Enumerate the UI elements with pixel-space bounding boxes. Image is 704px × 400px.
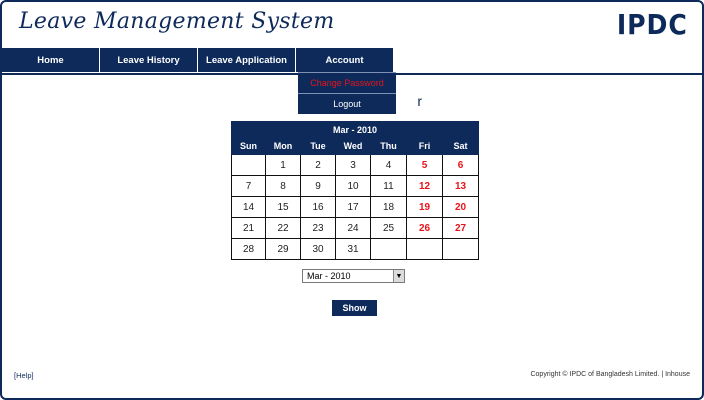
calendar-day-cell[interactable]: 9 [301, 176, 336, 197]
calendar-month-title: Mar - 2010 [232, 122, 479, 138]
calendar-day-cell[interactable]: 26 [407, 218, 443, 239]
calendar-day-cell[interactable]: 10 [336, 176, 371, 197]
calendar-day-cell[interactable]: 13 [443, 176, 479, 197]
menu-item-logout[interactable]: Logout [298, 93, 396, 114]
calendar-day-cell[interactable]: 1 [266, 155, 301, 176]
calendar-day-cell[interactable]: 17 [336, 197, 371, 218]
weekday-header: Thu [371, 138, 407, 155]
calendar-empty-cell [407, 239, 443, 260]
weekday-header: Sun [232, 138, 266, 155]
calendar-week-row [232, 239, 479, 260]
nav-leave-history[interactable]: Leave History [100, 48, 198, 72]
weekday-header: Tue [301, 138, 336, 155]
nav-account[interactable]: Account [296, 48, 394, 72]
weekday-header: Wed [336, 138, 371, 155]
calendar-week-row [232, 218, 479, 239]
main-navigation [2, 48, 702, 72]
chevron-down-icon[interactable]: ▼ [393, 270, 404, 282]
nav-home[interactable]: Home [2, 48, 100, 72]
calendar-day-cell[interactable]: 30 [301, 239, 336, 260]
account-dropdown-menu [298, 72, 396, 114]
help-link[interactable]: [Help] [14, 371, 34, 380]
calendar-day-cell[interactable]: 3 [336, 155, 371, 176]
month-select[interactable] [302, 269, 405, 283]
calendar-day-cell[interactable]: 19 [407, 197, 443, 218]
app-title: Leave Management System [19, 9, 335, 34]
weekday-header: Fri [407, 138, 443, 155]
calendar-day-cell[interactable]: 14 [232, 197, 266, 218]
calendar-empty-cell [443, 239, 479, 260]
leave-calendar [231, 121, 479, 260]
calendar-day-cell[interactable]: 15 [266, 197, 301, 218]
calendar-day-cell[interactable]: 20 [443, 197, 479, 218]
calendar-day-cell[interactable]: 4 [371, 155, 407, 176]
calendar-day-cell[interactable]: 23 [301, 218, 336, 239]
calendar-day-cell[interactable]: 28 [232, 239, 266, 260]
show-button[interactable]: Show [332, 300, 377, 316]
calendar-day-cell[interactable]: 2 [301, 155, 336, 176]
calendar-empty-cell [232, 155, 266, 176]
calendar-day-cell[interactable]: 18 [371, 197, 407, 218]
copyright-text: Copyright © IPDC of Bangladesh Limited. | Inhouse [530, 371, 690, 378]
calendar-day-cell[interactable]: 22 [266, 218, 301, 239]
page-heading: r [417, 93, 422, 109]
calendar-week-row [232, 176, 479, 197]
calendar-week-row [232, 197, 479, 218]
calendar-day-cell[interactable]: 16 [301, 197, 336, 218]
calendar-day-cell[interactable]: 27 [443, 218, 479, 239]
calendar-day-cell[interactable]: 8 [266, 176, 301, 197]
calendar-day-cell[interactable]: 24 [336, 218, 371, 239]
calendar-day-cell[interactable]: 12 [407, 176, 443, 197]
calendar-empty-cell [371, 239, 407, 260]
calendar-day-cell[interactable]: 7 [232, 176, 266, 197]
calendar-day-cell[interactable]: 29 [266, 239, 301, 260]
month-select-value: Mar - 2010 [307, 271, 351, 281]
weekday-header: Sat [443, 138, 479, 155]
calendar-day-cell[interactable]: 6 [443, 155, 479, 176]
nav-leave-application[interactable]: Leave Application [198, 48, 296, 72]
calendar-day-cell[interactable]: 25 [371, 218, 407, 239]
company-logo: IPDC [617, 8, 688, 41]
calendar-day-cell[interactable]: 5 [407, 155, 443, 176]
calendar-weekday-header [232, 138, 479, 155]
weekday-header: Mon [266, 138, 301, 155]
calendar-day-cell[interactable]: 31 [336, 239, 371, 260]
menu-item-change-password[interactable]: Change Password [298, 72, 396, 93]
calendar-day-cell[interactable]: 21 [232, 218, 266, 239]
calendar-week-row [232, 155, 479, 176]
calendar-day-cell[interactable]: 11 [371, 176, 407, 197]
calendar-body [232, 155, 479, 260]
